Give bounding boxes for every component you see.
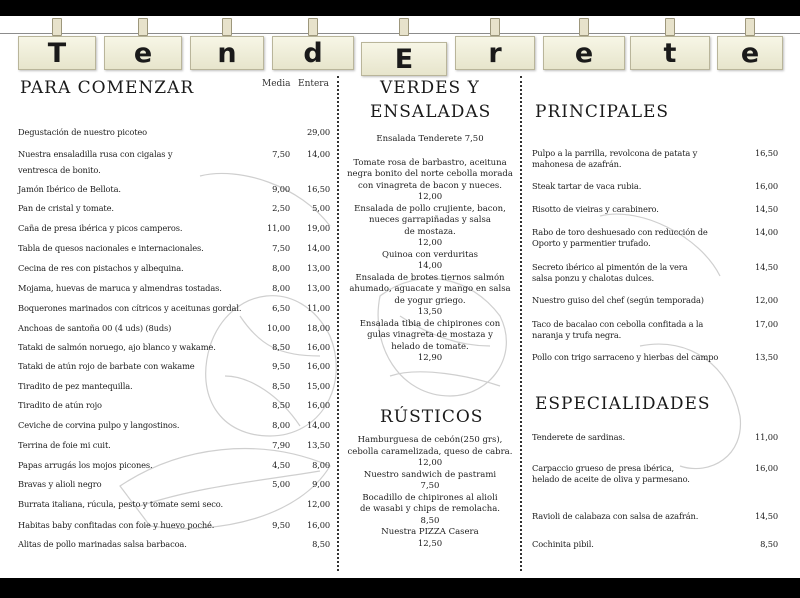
menu-item-name: Tataki de atún rojo de barbate con wakame [18, 361, 195, 371]
ensalada-line: Ensalada Tenderete 7,50 [376, 134, 484, 144]
banner-letter-card: r [455, 36, 535, 70]
rusticos-list [340, 435, 520, 550]
menu-item-name: Caña de presa ibérica y picos camperos. [18, 223, 183, 233]
principales-heading: PRINCIPALES [535, 102, 670, 122]
menu-item-price-entera: 13,00 [306, 263, 330, 273]
rustico-line: 12,50 [417, 538, 443, 549]
menu-item-price-media: 8,50 [272, 342, 290, 352]
menu-item-name: Taco de bacalao con cebolla confitada a la [532, 319, 704, 329]
banner-letter-card: d [272, 36, 354, 70]
ensalada-line: 14,00 [417, 261, 443, 271]
menu-item-name: Bravas y alioli negro [18, 479, 102, 489]
clothespin-icon [399, 18, 409, 36]
menu-item-price: 16,50 [754, 148, 778, 158]
menu-item-price: 13,50 [754, 352, 778, 362]
rusticos-heading: RÚSTICOS [380, 407, 484, 427]
menu-item-price-entera: 16,00 [306, 400, 330, 410]
menu-item-price-media: 9,00 [272, 184, 290, 194]
menu-item-name: Ravioli de calabaza con salsa de azafrán. [532, 511, 699, 521]
menu-item-name: Tabla de quesos nacionales e internacionales. [18, 243, 204, 253]
menu-item-name: Tataki de salmón noruego, ajo blanco y wakame. [18, 342, 216, 352]
menu-item-name: Nuestro guiso del chef (según temporada) [532, 295, 704, 305]
banner-letter-card: E [361, 42, 447, 76]
rustico-line: Nuestra PIZZA Casera [381, 527, 479, 537]
menu-item-name: Pan de cristal y tomate. [18, 203, 114, 213]
rustico-line: 12,00 [417, 458, 443, 468]
rustico-line: cebolla caramelizada, queso de cabra. [347, 446, 513, 457]
clothespin-icon [665, 18, 675, 36]
banner-letter-card: e [543, 36, 625, 70]
banner-letter-card: t [630, 36, 710, 70]
menu-item-name: Boquerones marinados con cítricos y aceitunas gordal. [18, 303, 242, 313]
menu-item-price-media: 7,50 [272, 243, 290, 253]
menu-item-price-entera: 8,50 [312, 539, 330, 549]
verdes-heading: VERDES Y [380, 78, 480, 98]
menu-item-name: Carpaccio grueso de presa ibérica, [532, 463, 675, 473]
ensalada-line: con vinagreta de bacon y nueces. [358, 180, 502, 191]
menu-item-price-entera: 12,00 [306, 499, 330, 509]
rustico-line: de wasabi y chips de remolacha. [359, 504, 500, 514]
menu-item-price-entera: 14,00 [306, 243, 330, 253]
ensalada-line: 12,90 [417, 353, 443, 363]
menu-item-price-entera: 14,00 [306, 149, 330, 159]
banner-letter-card: e [104, 36, 182, 70]
menu-item-price-media: 7,50 [272, 149, 290, 159]
menu-item-price-media: 5,00 [272, 479, 290, 489]
menu-item-price-media: 9,50 [272, 520, 290, 530]
menu-page [0, 16, 800, 578]
ensalada-line: 12,00 [417, 192, 443, 202]
clothespin-icon [745, 18, 755, 36]
menu-item-price: 8,50 [760, 539, 778, 549]
menu-item-price-media: 10,00 [266, 323, 290, 333]
ensalada-line: negra bonito del norte cebolla morada [347, 169, 513, 179]
menu-item-name: ventresca de bonito. [18, 165, 101, 175]
rustico-line: 8,50 [420, 515, 440, 526]
menu-item-price-media: 9,50 [272, 361, 290, 371]
ensalada-line: helado de tomate. [391, 341, 469, 352]
menu-item-name: Papas arrugás los mojos picones. [18, 460, 153, 470]
menu-item-price: 14,50 [754, 262, 778, 272]
rustico-line: 7,50 [420, 481, 440, 491]
rustico-line: Nuestro sandwich de pastrami [363, 469, 497, 480]
menu-item-price-media: 2,50 [272, 203, 290, 213]
menu-item-price: 14,00 [754, 227, 778, 237]
menu-item-name: Degustación de nuestro picoteo [18, 127, 148, 137]
menu-item-name: Habitas baby confitadas con foie y huevo poché. [18, 520, 215, 530]
banner-letter-card: e [717, 36, 783, 70]
menu-item-price: 17,00 [754, 319, 778, 329]
clothespin-icon [308, 18, 318, 36]
clothespin-icon [490, 18, 500, 36]
ensalada-line: ahumado, aguacate y mango en salsa [349, 284, 511, 294]
ensaladas-list [340, 134, 520, 365]
menu-item-name-line2: Oporto y parmentier trufado. [532, 238, 651, 248]
menu-item-name-line2: naranja y trufa negra. [532, 330, 622, 340]
ensalada-line: Ensalada de pollo crujiente, bacon, [354, 203, 506, 214]
menu-item-price-entera: 18,00 [306, 323, 330, 333]
tenderete-banner [0, 16, 800, 75]
menu-item-price-media: 6,50 [272, 303, 290, 313]
menu-item-price-entera: 14,00 [306, 420, 330, 430]
menu-item-name: Burrata italiana, rúcula, pesto y tomate semi seco. [18, 499, 223, 509]
menu-item-price: 12,00 [754, 295, 778, 305]
column-separator-right [520, 76, 522, 571]
menu-item-price-entera: 5,00 [312, 203, 330, 213]
para-comenzar-heading: PARA COMENZAR [20, 78, 195, 98]
menu-item-name-line2: helado de aceite de oliva y parmesano. [532, 474, 690, 484]
menu-item-price-media: 11,00 [266, 223, 290, 233]
menu-item-price-media: 8,00 [272, 263, 290, 273]
menu-item-price-entera: 19,00 [306, 223, 330, 233]
clothespin-icon [138, 18, 148, 36]
menu-item-name: Cochinita pibil. [532, 539, 594, 549]
menu-item-name: Risotto de vieiras y carabinero. [532, 204, 659, 214]
clothespin-icon [222, 18, 232, 36]
menu-item-name: Mojama, huevas de maruca y almendras tostadas. [18, 283, 222, 293]
clothespin-icon [579, 18, 589, 36]
menu-item-price-entera: 16,00 [306, 342, 330, 352]
ensalada-line: Ensalada tibia de chipirones con [359, 318, 501, 329]
ensalada-line: Ensalada de brotes tiernos salmón [355, 272, 505, 283]
menu-item-name: Tenderete de sardinas. [532, 432, 626, 442]
menu-item-name: Anchoas de santoña 00 (4 uds) (8uds) [18, 323, 172, 333]
menu-item-price: 14,50 [754, 204, 778, 214]
menu-item-name: Terrina de foie mi cuit. [18, 440, 111, 450]
ensaladas-heading: ENSALADAS [370, 102, 492, 122]
menu-item-price-entera: 8,00 [312, 460, 330, 470]
menu-item-name: Nuestra ensaladilla rusa con cigalas y [18, 149, 173, 159]
menu-item-price: 16,00 [754, 181, 778, 191]
menu-item-name-line2: salsa ponzu y chalotas dulces. [532, 273, 655, 283]
menu-item-name: Pulpo a la parrilla, revolcona de patata y [532, 148, 698, 158]
menu-item-name: Secreto ibérico al pimentón de la vera [532, 262, 688, 272]
menu-item-price-entera: 29,00 [306, 127, 330, 137]
menu-item-price: 16,00 [754, 463, 778, 473]
menu-item-name: Rabo de toro deshuesado con reducción de [532, 227, 708, 237]
menu-item-name: Pollo con trigo sarraceno y hierbas del campo [532, 352, 719, 362]
ensalada-line: de yogur griego. [394, 295, 466, 306]
menu-item-price-entera: 16,00 [306, 361, 330, 371]
menu-item-price-media: 7,90 [272, 440, 290, 450]
menu-item-price-entera: 15,00 [306, 381, 330, 391]
menu-item-name: Cecina de res con pistachos y albequina. [18, 263, 184, 273]
ensalada-line: 13,50 [417, 307, 443, 317]
ensalada-line: de mostaza. [404, 226, 456, 237]
menu-item-price-media: 8,00 [272, 420, 290, 430]
banner-letter-card: n [190, 36, 264, 70]
ensalada-line: nueces garrapiñadas y salsa [369, 215, 491, 225]
column-separator-left [337, 76, 339, 571]
ensalada-line: 12,00 [417, 238, 443, 248]
especialidades-heading: ESPECIALIDADES [535, 394, 711, 414]
menu-item-price-entera: 13,50 [306, 440, 330, 450]
menu-item-price-entera: 13,00 [306, 283, 330, 293]
clothespin-icon [52, 18, 62, 36]
menu-item-price-media: 8,50 [272, 400, 290, 410]
menu-item-price-entera: 16,50 [306, 184, 330, 194]
menu-item-price: 14,50 [754, 511, 778, 521]
ensalada-line: Quinoa con verduritas [381, 249, 478, 260]
menu-item-price-entera: 11,00 [306, 303, 330, 313]
menu-item-name: Tiradito de pez mantequilla. [18, 381, 133, 391]
media-column-header: Media [262, 79, 291, 89]
rustico-line: Hamburguesa de cebón(250 grs), [357, 435, 503, 445]
menu-item-name: Tiradito de atún rojo [18, 400, 102, 410]
menu-item-price-media: 8,00 [272, 283, 290, 293]
menu-item-price-media: 4,50 [272, 460, 290, 470]
menu-item-name: Alitas de pollo marinadas salsa barbacoa. [18, 539, 187, 549]
ensalada-line: gulas vinagreta de mostaza y [367, 330, 493, 340]
menu-item-name-line2: mahonesa de azafrán. [532, 159, 622, 169]
menu-item-price: 11,00 [754, 432, 778, 442]
rustico-line: Bocadillo de chipirones al alioli [362, 492, 498, 503]
menu-item-name: Jamón Ibérico de Bellota. [18, 184, 121, 194]
menu-item-price-entera: 9,00 [312, 479, 330, 489]
banner-letter-card: T [18, 36, 96, 70]
menu-item-price-media: 8,50 [272, 381, 290, 391]
menu-item-price-entera: 16,00 [306, 520, 330, 530]
menu-item-name: Steak tartar de vaca rubia. [532, 181, 642, 191]
menu-item-name: Ceviche de corvina pulpo y langostinos. [18, 420, 180, 430]
ensalada-line: Tomate rosa de barbastro, aceituna [353, 157, 507, 168]
entera-column-header: Entera [298, 79, 329, 89]
